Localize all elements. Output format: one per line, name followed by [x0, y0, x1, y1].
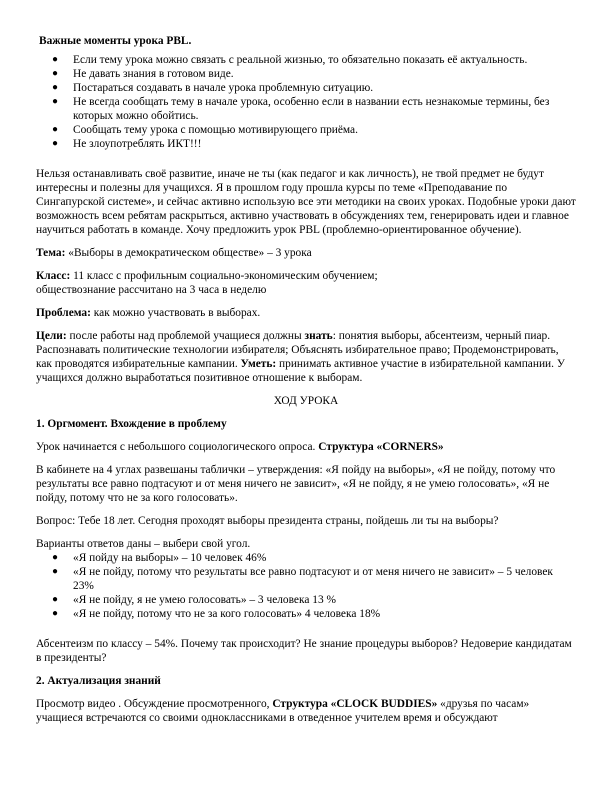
section-heading: 2. Актуализация знаний: [36, 675, 161, 687]
section1-intro: Урок начинается с небольшого социологического опроса. Структура «CORNERS»: [36, 441, 444, 453]
section2-paragraph: Просмотр видео . Обсуждение просмотренного, Структура «CLOCK BUDDIES» «друзья по часам» учащиеся встречаются со своими одноклассниками в отведенное учителем время и обсуждают: [36, 698, 530, 724]
answers-list: [36, 551, 576, 621]
list-item: ● «Я пойду на выборы» – 10 человек 46%: [52, 552, 267, 564]
bullet-icon: ●: [52, 68, 59, 79]
problem-line: Проблема: как можно участвовать в выборах.: [36, 307, 261, 319]
list-item: ● Не злоупотреблять ИКТ!!!: [52, 138, 202, 150]
bullet-icon: ●: [52, 594, 59, 605]
bullet-icon: ●: [52, 82, 59, 93]
tips-list: [36, 53, 576, 151]
list-item: ● «Я не пойду, потому что результаты все равно подтасуют и от меня ничего не зависит» – 5 человек 23%: [52, 566, 553, 592]
bullet-icon: ●: [52, 54, 59, 65]
lesson-heading: ХОД УРОКА: [273, 395, 339, 407]
document-page: [36, 34, 576, 725]
question-line: Вопрос: Тебе 18 лет. Сегодня проходят выборы президента страны, пойдешь ли ты на выборы?: [36, 515, 499, 527]
list-item: ● Не всегда сообщать тему в начале урока, особенно если в названии есть незнакомые термины, без которых можно обойтись.: [52, 96, 550, 122]
list-item: ● «Я не пойду, я не умею голосовать» – 3 человека 13 %: [52, 594, 336, 606]
summary-paragraph: Абсентеизм по классу – 54%. Почему так происходит? Не знание процедуры выборов? Недоверие кандидатам в президенты?: [36, 638, 572, 664]
bullet-icon: ●: [52, 96, 59, 107]
bullet-icon: ●: [52, 608, 59, 619]
class-line: Класс: 11 класс с профильным социально-экономическим обучением; обществознание рассчитано на 3 часа в неделю: [36, 270, 378, 296]
bullet-icon: ●: [52, 552, 59, 563]
page-title: Важные моменты урока PBL.: [39, 35, 192, 47]
section-heading: 1. Оргмомент. Вхождение в проблему: [36, 418, 227, 430]
bullet-icon: ●: [52, 566, 59, 577]
corners-paragraph: В кабинете на 4 углах развешаны таблички – утверждения: «Я пойду на выборы», «Я не пойду, потому что результаты все равно подтасуют и от меня ничего не зависит», «Я не пойду, я не умею голосовать», «Я не пойду, потому что не за кого голосовать».: [36, 464, 556, 504]
list-item: ● Сообщать тему урока с помощью мотивирующего приёма.: [52, 124, 358, 136]
list-item: ● Постараться создавать в начале урока проблемную ситуацию.: [52, 82, 374, 94]
topic-line: Тема: «Выборы в демократическом обществе» – 3 урока: [36, 247, 312, 259]
list-item: ● Не давать знания в готовом виде.: [52, 68, 234, 80]
list-item: ● «Я не пойду, потому что не за кого голосовать» 4 человека 18%: [52, 608, 381, 620]
bullet-icon: ●: [52, 124, 59, 135]
intro-paragraph: Нельзя останавливать своё развитие, иначе не ты (как педагог и как личность), не твой предмет не будут интересны и полезны для учащихся. Я в прошлом году прошла курсы по теме «Преподавание по Сингапурской системе», и сейчас активно использую все эти методики на своих уроках. Подобные уроки дают возможность всем ребятам раскрыться, активно участвовать в обсуждениях тем, генерировать идеи и главное научиться работать в команде. Хочу предложить урок PBL (проблемно-ориентированное обучение).: [36, 168, 576, 236]
variants-line: Варианты ответов даны – выбери свой угол.: [36, 538, 251, 550]
list-item: ● Если тему урока можно связать с реальной жизнью, то обязательно показать её актуальность.: [52, 54, 528, 66]
goals-paragraph: Цели: после работы над проблемой учащиеся должны знать: понятия выборы, абсентеизм, черный пиар. Распознавать политические технологии избирателя; Объяснять избирательное право; Продемонстрировать, как проводятся избирательные кампании. Уметь: принимать активное участие в избирательной кампании. У учащихся должно выработаться позитивное отношение к выборам.: [36, 330, 565, 384]
bullet-icon: ●: [52, 138, 59, 149]
